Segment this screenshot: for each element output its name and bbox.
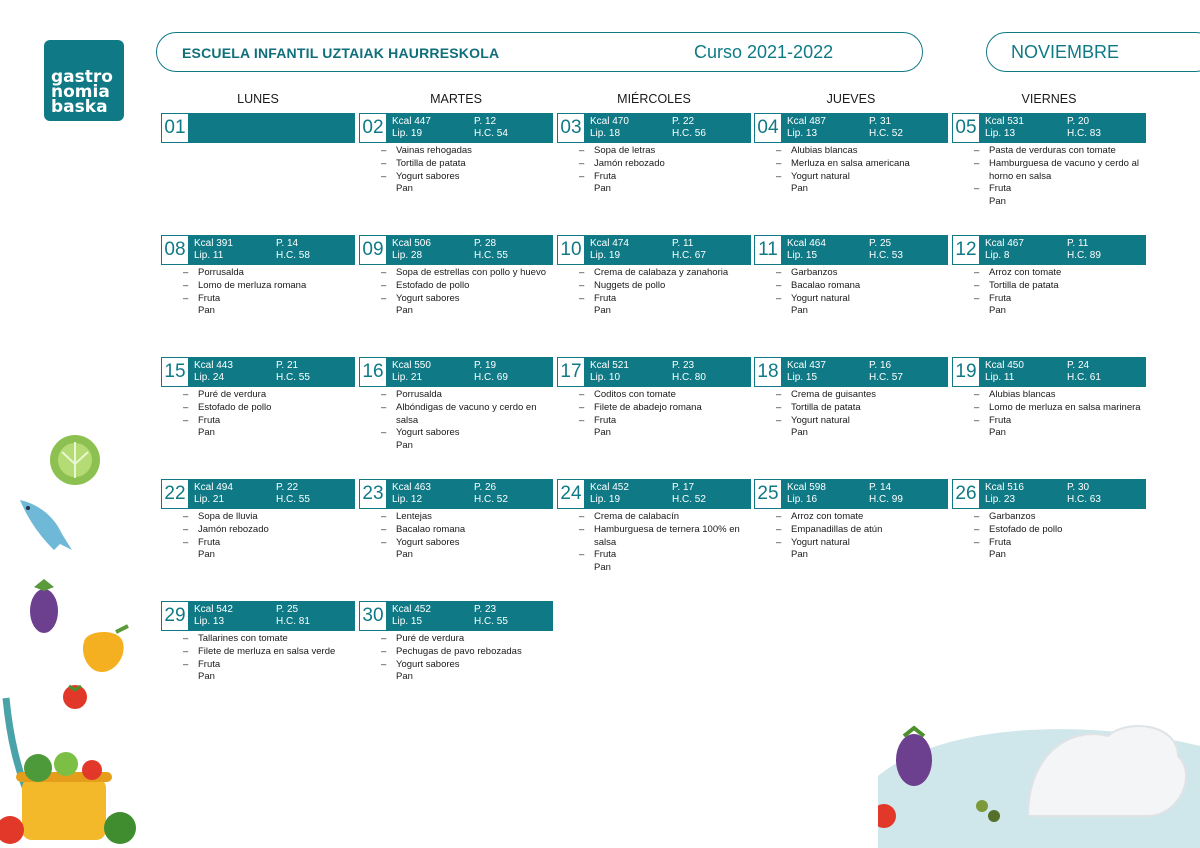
dish-item: – Empanadillas de atún: [754, 524, 948, 537]
carbs-value: H.C. 99: [869, 494, 903, 505]
lipids-value: Lip. 21: [392, 372, 423, 383]
nutrition-info: [980, 235, 1146, 265]
dish-item: Pan: [396, 671, 413, 683]
protein-value: P. 11: [1067, 238, 1089, 249]
lipids-value: Lip. 11: [985, 372, 1015, 383]
dish-item: – Lomo de merluza en salsa marinera: [952, 402, 1146, 415]
protein-value: P. 25: [869, 238, 892, 249]
dish-item: – Porrusalda: [161, 267, 355, 280]
day-cell: [754, 357, 948, 440]
month-banner: [986, 32, 1200, 72]
dish-item: – Jamón rebozado: [557, 158, 751, 171]
dish-item: – Yogurt sabores: [359, 537, 553, 550]
dish-item: – Hamburguesa de vacuno y cerdo al horno en salsa: [952, 158, 1146, 184]
kcal-value: Kcal 464: [787, 238, 826, 249]
lipids-value: Lip. 10: [590, 372, 621, 383]
dish-list: [952, 267, 1146, 318]
dish-item: – Pechugas de pavo rebozadas: [359, 646, 553, 659]
dish-item: – Puré de verdura: [359, 633, 553, 646]
nutrition-info: [585, 479, 751, 509]
day-cell: [161, 479, 355, 562]
dish-list: [161, 267, 355, 318]
dish-item: Pan: [198, 305, 215, 317]
dish-item: Pan: [791, 183, 808, 195]
day-number: 16: [359, 357, 387, 387]
nutrition-info: [782, 357, 948, 387]
carbs-value: H.C. 56: [672, 128, 706, 139]
protein-value: P. 28: [474, 238, 497, 249]
dish-list: [161, 633, 355, 684]
day-number: 19: [952, 357, 980, 387]
day-number: 17: [557, 357, 585, 387]
day-cell: [161, 113, 355, 143]
dish-list: [557, 145, 751, 196]
dish-item: – Estofado de pollo: [952, 524, 1146, 537]
dish-item: – Tallarines con tomate: [161, 633, 355, 646]
day-cell: [161, 601, 355, 684]
day-number: 05: [952, 113, 980, 143]
nutrition-info: [980, 113, 1146, 143]
eggplant-icon: [24, 575, 64, 635]
nutrition-info: [189, 357, 355, 387]
carbs-value: H.C. 83: [1067, 128, 1101, 139]
lipids-value: Lip. 13: [787, 128, 818, 139]
lipids-value: Lip. 18: [590, 128, 621, 139]
day-header-bar: [557, 113, 751, 143]
dish-item: – Crema de calabaza y zanahoria: [557, 267, 751, 280]
carbs-value: H.C. 89: [1067, 250, 1101, 261]
nutrition-info: [980, 479, 1146, 509]
dish-item: – Tortilla de patata: [359, 158, 553, 171]
school-name: ESCUELA INFANTIL UZTAIAK HAURRESKOLA: [182, 45, 500, 61]
dish-item: – Lomo de merluza romana: [161, 280, 355, 293]
kcal-value: Kcal 452: [392, 604, 431, 615]
carbs-value: H.C. 52: [474, 494, 508, 505]
nutrition-info: [387, 479, 553, 509]
chef-hat-illustration: [878, 716, 1200, 848]
kcal-value: Kcal 598: [787, 482, 826, 493]
dish-list: [359, 511, 553, 562]
dish-item: – Tortilla de patata: [952, 280, 1146, 293]
nutrition-info: [585, 235, 751, 265]
carbs-value: H.C. 54: [474, 128, 508, 139]
nutrition-info: [387, 113, 553, 143]
day-number: 02: [359, 113, 387, 143]
gastronomia-baska-logo: [44, 40, 124, 121]
dish-item: Pan: [791, 427, 808, 439]
dish-item: Pan: [791, 305, 808, 317]
day-header-bar: [161, 357, 355, 387]
carbs-value: H.C. 55: [276, 372, 310, 383]
dish-item: – Garbanzos: [754, 267, 948, 280]
day-header-bar: [359, 235, 553, 265]
kcal-value: Kcal 391: [194, 238, 233, 249]
dish-item: – Pasta de verduras con tomate: [952, 145, 1146, 158]
day-number: 18: [754, 357, 782, 387]
day-cell: [754, 235, 948, 318]
dish-item: – Yogurt natural: [754, 293, 948, 306]
dish-item: – Fruta: [952, 293, 1146, 306]
dish-list: [557, 511, 751, 575]
lipids-value: Lip. 23: [985, 494, 1016, 505]
dish-item: – Sopa de letras: [557, 145, 751, 158]
day-cell: [359, 235, 553, 318]
dish-item: – Fruta: [952, 537, 1146, 550]
lipids-value: Lip. 19: [590, 494, 621, 505]
course-year: Curso 2021-2022: [694, 42, 834, 62]
dish-list: [754, 511, 948, 562]
day-cell: [557, 357, 751, 440]
day-header-bar: [952, 113, 1146, 143]
nutrition-info: [189, 601, 355, 631]
dish-item: – Fruta: [557, 415, 751, 428]
nutrition-info: [387, 357, 553, 387]
protein-value: P. 14: [869, 482, 892, 493]
protein-value: P. 19: [474, 360, 497, 371]
day-number: 22: [161, 479, 189, 509]
carbs-value: H.C. 67: [672, 250, 706, 261]
protein-value: P. 22: [276, 482, 299, 493]
dish-item: – Fruta: [952, 183, 1146, 196]
dish-item: – Fruta: [161, 415, 355, 428]
header-banner: [156, 32, 923, 72]
dish-item: – Estofado de pollo: [359, 280, 553, 293]
protein-value: P. 24: [1067, 360, 1090, 371]
day-header-bar: [161, 479, 355, 509]
dish-list: [359, 145, 553, 196]
dish-item: – Alubias blancas: [754, 145, 948, 158]
day-cell: [557, 113, 751, 196]
dish-list: [952, 511, 1146, 562]
dish-item: – Tortilla de patata: [754, 402, 948, 415]
dish-item: Pan: [594, 427, 611, 439]
carbs-value: H.C. 52: [672, 494, 706, 505]
dish-list: [557, 267, 751, 318]
dish-item: – Filete de merluza en salsa verde: [161, 646, 355, 659]
dish-item: Pan: [791, 549, 808, 561]
dish-item: – Jamón rebozado: [161, 524, 355, 537]
carbs-value: H.C. 55: [474, 616, 508, 627]
logo-line-3: baska: [51, 97, 108, 117]
dish-item: – Arroz con tomate: [754, 511, 948, 524]
weekday-header: MARTES: [430, 92, 482, 106]
weekday-header: JUEVES: [826, 92, 876, 106]
day-header-bar: [557, 235, 751, 265]
day-number: 08: [161, 235, 189, 265]
kcal-value: Kcal 550: [392, 360, 431, 371]
carbs-value: H.C. 57: [869, 372, 903, 383]
carbs-value: H.C. 61: [1067, 372, 1101, 383]
day-cell: [359, 357, 553, 453]
protein-value: P. 23: [474, 604, 497, 615]
day-number: 03: [557, 113, 585, 143]
day-header-bar: [754, 479, 948, 509]
dish-item: – Lentejas: [359, 511, 553, 524]
lipids-value: Lip. 13: [194, 616, 225, 627]
day-cell: [952, 113, 1146, 209]
lipids-value: Lip. 11: [194, 250, 224, 261]
day-header-bar: [952, 479, 1146, 509]
kcal-value: Kcal 494: [194, 482, 233, 493]
protein-value: P. 12: [474, 116, 497, 127]
lipids-value: Lip. 15: [787, 250, 818, 261]
kcal-value: Kcal 447: [392, 116, 431, 127]
day-header-bar: [952, 235, 1146, 265]
dish-item: – Yogurt sabores: [359, 171, 553, 184]
dish-item: – Coditos con tomate: [557, 389, 751, 402]
dish-item: Pan: [396, 440, 413, 452]
day-header-bar: [359, 357, 553, 387]
dish-item: – Yogurt natural: [754, 537, 948, 550]
dish-item: – Bacalao romana: [359, 524, 553, 537]
kcal-value: Kcal 470: [590, 116, 629, 127]
dish-list: [557, 389, 751, 440]
lipids-value: Lip. 15: [787, 372, 818, 383]
carbs-value: H.C. 55: [276, 494, 310, 505]
logo-line-2: nomia: [51, 82, 110, 102]
dish-item: – Nuggets de pollo: [557, 280, 751, 293]
kcal-value: Kcal 474: [590, 238, 629, 249]
dish-item: – Porrusalda: [359, 389, 553, 402]
lipids-value: Lip. 19: [392, 128, 423, 139]
dish-item: – Merluza en salsa americana: [754, 158, 948, 171]
dish-item: – Yogurt natural: [754, 415, 948, 428]
day-number: 10: [557, 235, 585, 265]
protein-value: P. 16: [869, 360, 892, 371]
dish-item: – Sopa de lluvia: [161, 511, 355, 524]
dish-item: Pan: [396, 549, 413, 561]
day-cell: [952, 479, 1146, 562]
lipids-value: Lip. 28: [392, 250, 423, 261]
kcal-value: Kcal 516: [985, 482, 1024, 493]
nutrition-info: [189, 479, 355, 509]
day-cell: [161, 235, 355, 318]
day-header-bar: [754, 357, 948, 387]
carbs-value: H.C. 69: [474, 372, 508, 383]
weekday-header: LUNES: [237, 92, 279, 106]
cooking-pot-illustration: [0, 690, 150, 848]
dish-item: – Vainas rehogadas: [359, 145, 553, 158]
dish-item: – Puré de verdura: [161, 389, 355, 402]
day-number: 24: [557, 479, 585, 509]
day-cell: [359, 113, 553, 196]
dish-item: Pan: [594, 562, 611, 574]
day-cell: [754, 479, 948, 562]
kcal-value: Kcal 452: [590, 482, 629, 493]
dish-item: Pan: [989, 427, 1006, 439]
day-number: 29: [161, 601, 189, 631]
day-number: 04: [754, 113, 782, 143]
dish-item: – Yogurt sabores: [359, 427, 553, 440]
dish-list: [754, 267, 948, 318]
dish-item: – Fruta: [161, 537, 355, 550]
lipids-value: Lip. 13: [985, 128, 1016, 139]
protein-value: P. 30: [1067, 482, 1090, 493]
dish-item: Pan: [989, 305, 1006, 317]
dish-item: Pan: [396, 305, 413, 317]
dish-item: – Crema de calabacín: [557, 511, 751, 524]
pepper-icon: [76, 624, 132, 676]
protein-value: P. 17: [672, 482, 695, 493]
lettuce-icon: [48, 432, 102, 488]
dish-item: – Fruta: [161, 293, 355, 306]
day-header-bar: [754, 113, 948, 143]
dish-list: [161, 389, 355, 440]
dish-item: – Yogurt sabores: [359, 293, 553, 306]
day-cell: [557, 479, 751, 575]
day-header-bar: [161, 601, 355, 631]
dish-item: Pan: [989, 196, 1006, 208]
protein-value: P. 26: [474, 482, 497, 493]
lipids-value: Lip. 21: [194, 494, 225, 505]
kcal-value: Kcal 531: [985, 116, 1024, 127]
lipids-value: Lip. 19: [590, 250, 621, 261]
dish-item: – Albóndigas de vacuno y cerdo en salsa: [359, 402, 553, 428]
carbs-value: H.C. 55: [474, 250, 508, 261]
dish-item: Pan: [198, 427, 215, 439]
kcal-value: Kcal 542: [194, 604, 233, 615]
dish-item: – Bacalao romana: [754, 280, 948, 293]
kcal-value: Kcal 443: [194, 360, 233, 371]
protein-value: P. 20: [1067, 116, 1090, 127]
day-cell: [952, 235, 1146, 318]
logo-line-1: gastro: [51, 67, 113, 87]
day-header-bar: [557, 479, 751, 509]
weekday-header: MIÉRCOLES: [617, 92, 691, 106]
dish-item: – Garbanzos: [952, 511, 1146, 524]
protein-value: P. 11: [672, 238, 694, 249]
dish-item: – Hamburguesa de ternera 100% en salsa: [557, 524, 751, 550]
dish-item: Pan: [594, 183, 611, 195]
dish-item: – Filete de abadejo romana: [557, 402, 751, 415]
dish-item: – Fruta: [557, 171, 751, 184]
carbs-value: H.C. 63: [1067, 494, 1101, 505]
dish-item: Pan: [396, 183, 413, 195]
lipids-value: Lip. 16: [787, 494, 818, 505]
protein-value: P. 23: [672, 360, 695, 371]
dish-item: – Fruta: [952, 415, 1146, 428]
fish-icon: [14, 494, 76, 558]
day-header-bar: [359, 479, 553, 509]
kcal-value: Kcal 506: [392, 238, 431, 249]
nutrition-info: [585, 113, 751, 143]
weekday-header: VIERNES: [1021, 92, 1077, 106]
lipids-value: Lip. 8: [985, 250, 1010, 261]
nutrition-info: [387, 601, 553, 631]
dish-list: [754, 145, 948, 196]
nutrition-info: [782, 235, 948, 265]
dish-item: – Estofado de pollo: [161, 402, 355, 415]
nutrition-info: [782, 479, 948, 509]
lipids-value: Lip. 12: [392, 494, 423, 505]
dish-item: Pan: [198, 549, 215, 561]
dish-item: Pan: [989, 549, 1006, 561]
dish-list: [952, 389, 1146, 440]
dish-list: [359, 267, 553, 318]
day-cell: [557, 235, 751, 318]
dish-item: Pan: [198, 671, 215, 683]
dish-item: – Yogurt sabores: [359, 659, 553, 672]
kcal-value: Kcal 463: [392, 482, 431, 493]
kcal-value: Kcal 487: [787, 116, 826, 127]
day-number: 25: [754, 479, 782, 509]
kcal-value: Kcal 437: [787, 360, 826, 371]
dish-item: – Fruta: [557, 549, 751, 562]
day-cell: [952, 357, 1146, 440]
day-cell: [161, 357, 355, 440]
day-number: 11: [754, 235, 782, 265]
nutrition-info: [980, 357, 1146, 387]
day-cell: [359, 479, 553, 562]
day-number: 12: [952, 235, 980, 265]
dish-item: – Arroz con tomate: [952, 267, 1146, 280]
lipids-value: Lip. 24: [194, 372, 225, 383]
dish-list: [952, 145, 1146, 209]
protein-value: P. 21: [276, 360, 299, 371]
day-header-bar: [161, 113, 355, 143]
protein-value: P. 25: [276, 604, 299, 615]
lipids-value: Lip. 15: [392, 616, 423, 627]
carbs-value: H.C. 52: [869, 128, 903, 139]
day-number: 23: [359, 479, 387, 509]
month-name: NOVIEMBRE: [1011, 42, 1120, 62]
nutrition-info: [782, 113, 948, 143]
nutrition-info: [189, 113, 355, 143]
dish-item: – Crema de guisantes: [754, 389, 948, 402]
dish-item: – Sopa de estrellas con pollo y huevo: [359, 267, 553, 280]
day-number: 30: [359, 601, 387, 631]
carbs-value: H.C. 58: [276, 250, 310, 261]
day-header-bar: [161, 235, 355, 265]
day-number: 09: [359, 235, 387, 265]
dish-list: [161, 511, 355, 562]
dish-list: [359, 633, 553, 684]
dish-item: – Fruta: [161, 659, 355, 672]
dish-item: – Yogurt natural: [754, 171, 948, 184]
carbs-value: H.C. 53: [869, 250, 903, 261]
day-header-bar: [952, 357, 1146, 387]
carbs-value: H.C. 80: [672, 372, 706, 383]
day-number: 26: [952, 479, 980, 509]
day-number: 15: [161, 357, 189, 387]
day-header-bar: [359, 113, 553, 143]
kcal-value: Kcal 450: [985, 360, 1024, 371]
kcal-value: Kcal 467: [985, 238, 1024, 249]
carbs-value: H.C. 81: [276, 616, 310, 627]
dish-list: [754, 389, 948, 440]
protein-value: P. 31: [869, 116, 892, 127]
day-header-bar: [359, 601, 553, 631]
nutrition-info: [189, 235, 355, 265]
nutrition-info: [387, 235, 553, 265]
dish-item: Pan: [594, 305, 611, 317]
day-cell: [359, 601, 553, 684]
dish-item: – Fruta: [557, 293, 751, 306]
day-cell: [754, 113, 948, 196]
day-number: 01: [161, 113, 189, 143]
dish-list: [359, 389, 553, 453]
dish-item: – Alubias blancas: [952, 389, 1146, 402]
protein-value: P. 14: [276, 238, 299, 249]
day-header-bar: [754, 235, 948, 265]
protein-value: P. 22: [672, 116, 695, 127]
nutrition-info: [585, 357, 751, 387]
kcal-value: Kcal 521: [590, 360, 629, 371]
day-header-bar: [557, 357, 751, 387]
